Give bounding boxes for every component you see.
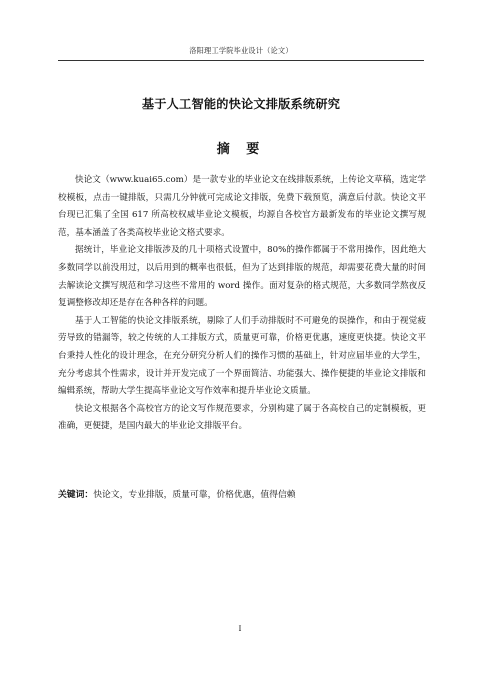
abstract-paragraph-1: 快论文（www.kuai65.com）是一款专业的毕业论文在线排版系统，上传论文草稿，选定学校模板，点击一键排版，只需几分钟就可完成论文排版，免费下载预览，满意后付款。快论文平台现已汇集了全国 617 所高校权威毕业论文模板，均源自各校官方最新发布的毕业论文撰写规范，基本涵盖了各类高校毕业论文格式要求。 xyxy=(58,175,426,238)
abstract-body xyxy=(58,172,426,436)
document-title: 基于人工智能的快论文排版系统研究 xyxy=(141,97,341,111)
abstract-paragraph-3: 基于人工智能的快论文排版系统，剔除了人们手动排版时不可避免的误操作，和由于视觉疲劳导致的错漏等，较之传统的人工排版方式，质量更可靠，价格更优惠，速度更快捷。快论文平台秉持人性化的设计理念，在充分研究分析人们的操作习惯的基础上，针对应届毕业的大学生，充分考虑其个性需求，设计并开发完成了一个界面简洁、功能强大、操作便捷的毕业论文排版和编辑系统，帮助大学生提高毕业论文写作效率和提升毕业论文质量。 xyxy=(58,315,426,397)
keywords-value: 快论文，专业排版，质量可靠，价格优惠，值得信赖 xyxy=(93,490,296,500)
abstract-paragraph-2: 据统计，毕业论文排版涉及的几十项格式设置中，80%的操作都属于不常用操作，因此绝大多数同学以前没用过，以后用到的概率也很低，但为了达到排版的规范，却需要花费大量的时间去解读论文撰写规范和学习这些不常用的 word 操作。面对复杂的格式规范，大多数同学熬夜反复调整修改却还是存在各种各样的问题。 xyxy=(58,245,426,309)
keywords-line xyxy=(58,487,426,504)
abstract-paragraph-4: 快论文根据各个高校官方的论文写作规范要求，分别构建了属于各高校自己的定制模板，更准确，更便捷，是国内最大的毕业论文排版平台。 xyxy=(58,403,426,432)
keywords-label: 关键词： xyxy=(58,490,94,500)
running-header: 洛阳理工学院毕业设计（论文） xyxy=(58,46,424,61)
page-number: I xyxy=(238,624,242,633)
abstract-heading: 摘 要 xyxy=(216,142,266,157)
